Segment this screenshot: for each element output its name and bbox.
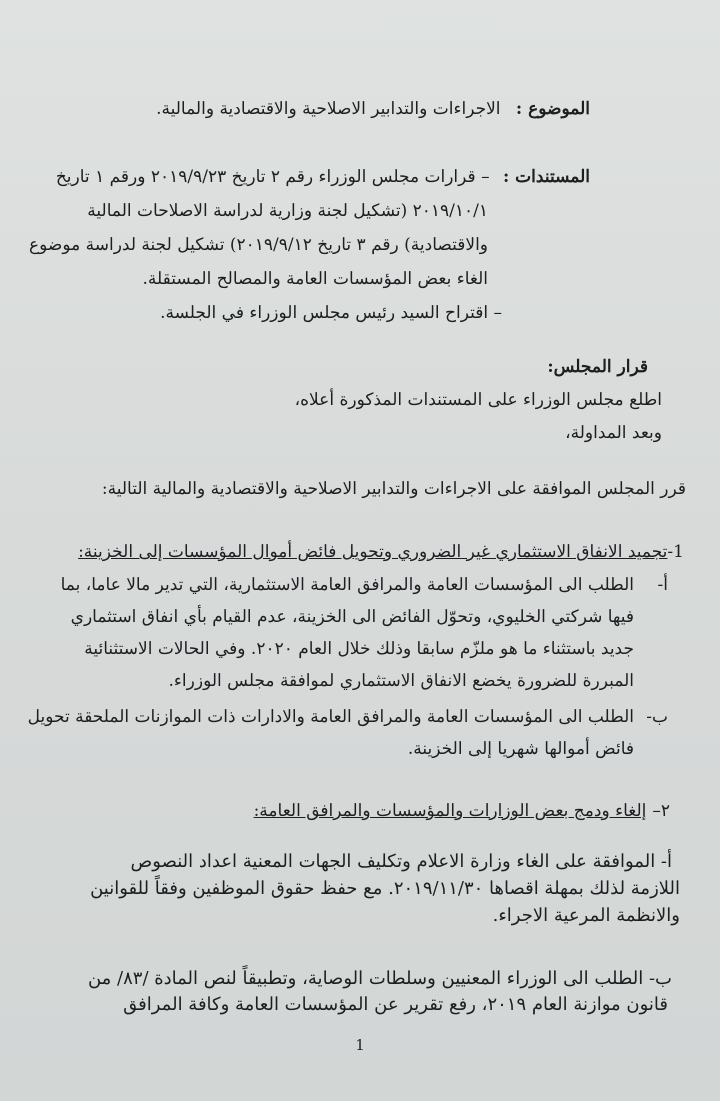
documents-label: المستندات : <box>502 167 590 187</box>
section1-item-a-first <box>0 574 720 596</box>
documents-line-4: الغاء بعض المؤسسات العامة والمصالح المستقلة. <box>142 269 488 289</box>
subject-label: الموضوع : <box>515 99 590 119</box>
section2-heading <box>0 800 720 822</box>
documents-first-line <box>0 166 720 188</box>
section1-title: تجميد الانفاق الاستثماري غير الضروري وتحويل فائض أموال المؤسسات إلى الخزينة: <box>78 542 668 562</box>
section1-heading <box>0 541 720 563</box>
section2-item-a-line-2: اللازمة لذلك بمهلة اقصاها ٢٠١٩/١١/٣٠. مع حفظ حقوق الموظفين وفقاً للقوانين <box>90 878 680 899</box>
section1-item-b-line-2: فائض أموالها شهريا إلى الخزينة. <box>407 739 634 759</box>
section2-item-b-line-1: ب- الطلب الى الوزراء المعنيين وسلطات الوصاية، وتطبيقاً لنص المادة /٨٣/ من <box>87 968 672 989</box>
section2-number: ٢– <box>652 801 670 821</box>
section1-item-a-line-2: فيها شركتي الخليوي، وتحوّل الفائض الى الخزينة، عدم القيام بأي انفاق استثماري <box>70 607 634 627</box>
documents-line-3: والاقتصادية) رقم ٣ تاريخ ٢٠١٩/٩/١٢) تشكيل لجنة لدراسة موضوع <box>28 235 488 255</box>
section1-item-a-line-1: الطلب الى المؤسسات العامة والمرافق العامة الاستثمارية، التي تدير مالا عاما، بما <box>60 575 634 595</box>
page-number: 1 <box>355 1036 365 1054</box>
council-line-2: وبعد المداولة، <box>565 423 662 443</box>
section2-item-a-line-1: أ- الموافقة على الغاء وزارة الاعلام وتكليف الجهات المعنية اعداد النصوص <box>130 851 672 872</box>
subject-line <box>0 98 720 120</box>
council-heading: قرار المجلس: <box>547 357 648 377</box>
documents-line-1: – قرارات مجلس الوزراء رقم ٢ تاريخ ٢٠١٩/٩/٢٣ ورقم ١ تاريخ <box>55 167 490 187</box>
section1-number: 1- <box>667 542 684 562</box>
documents-line-2: ٢٠١٩/١٠/١ (تشكيل لجنة وزارية لدراسة الاصلاحات المالية <box>87 201 488 221</box>
council-line-1: اطلع مجلس الوزراء على المستندات المذكورة أعلاه، <box>294 390 662 410</box>
section2-item-b-line-2: قانون موازنة العام ٢٠١٩، رفع تقرير عن المؤسسات العامة وكافة المرافق <box>123 994 668 1015</box>
documents-line-5: – اقتراح السيد رئيس مجلس الوزراء في الجلسة. <box>160 303 502 323</box>
council-decision: قرر المجلس الموافقة على الاجراءات والتدابير الاصلاحية والاقتصادية والمالية التالية: <box>101 479 686 499</box>
section1-item-b-marker: ب- <box>646 707 668 727</box>
subject-text: الاجراءات والتدابير الاصلاحية والاقتصادية والمالية. <box>156 99 501 119</box>
section1-item-b-line-1: الطلب الى المؤسسات العامة والمرافق العامة والادارات ذات الموازنات الملحقة تحويل <box>27 707 634 727</box>
section1-item-a-marker: أ- <box>657 575 668 595</box>
section1-item-b-first <box>0 706 720 728</box>
section1-item-a-line-4: المبررة للضرورة يخضع الانفاق الاستثماري لموافقة مجلس الوزراء. <box>168 671 634 691</box>
section1-item-a-line-3: جديد باستثناء ما هو ملزّم سابقا وذلك خلال العام ٢٠٢٠. وفي الحالات الاستثنائية <box>84 639 634 659</box>
section2-title: إلغاء ودمج بعض الوزارات والمؤسسات والمرافق العامة: <box>253 801 647 821</box>
section2-item-a-line-3: والانظمة المرعية الاجراء. <box>492 905 680 926</box>
